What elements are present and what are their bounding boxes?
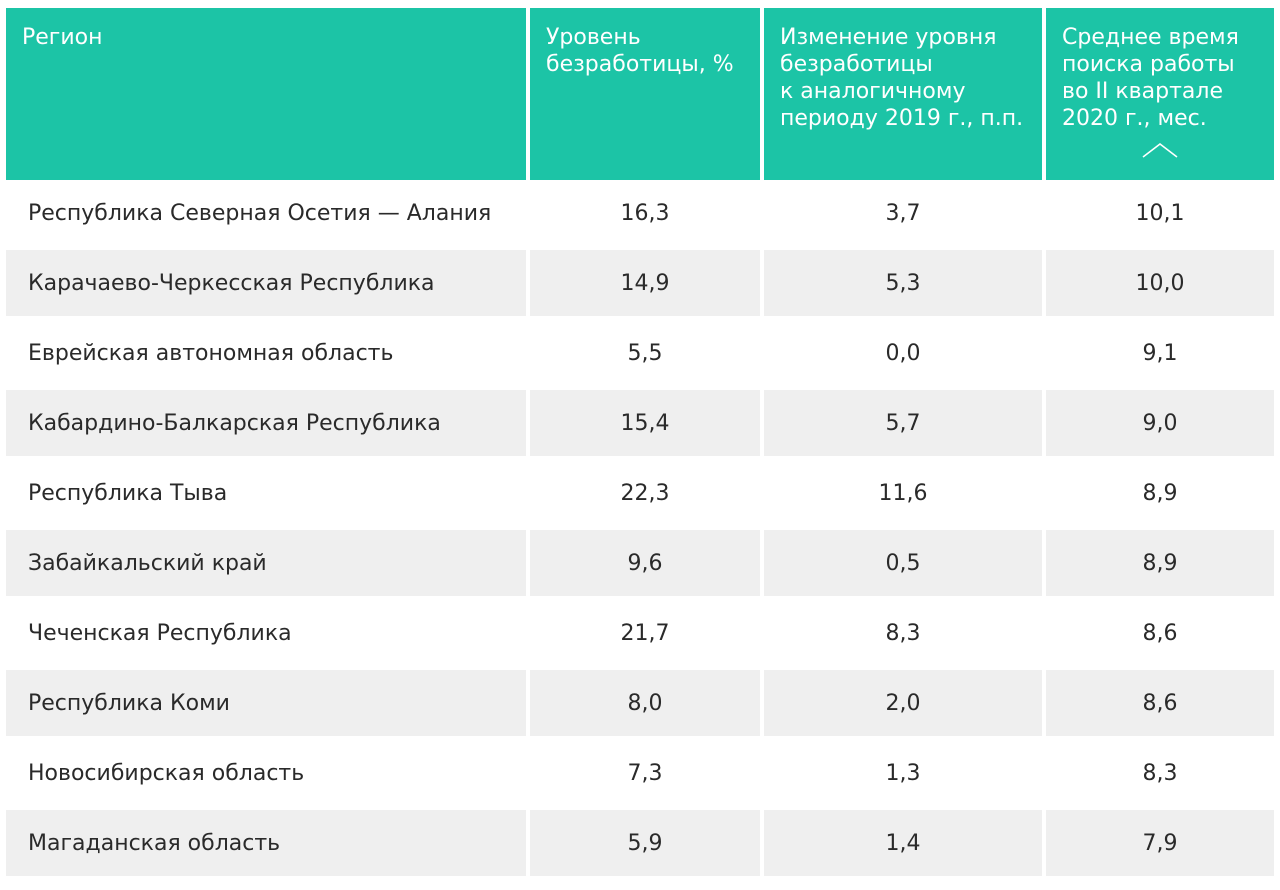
cell-unemployment-change: 11,6 — [764, 460, 1042, 526]
cell-region: Республика Северная Осетия — Алания — [6, 180, 526, 246]
header-line: Изменение уровня — [780, 25, 997, 50]
cell-region: Карачаево-Черкесская Республика — [6, 250, 526, 316]
table-row — [6, 740, 1274, 810]
table-header — [6, 8, 1274, 180]
header-line: 2020 г., мес. — [1062, 106, 1207, 131]
header-line: периоду 2019 г., п.п. — [780, 106, 1024, 131]
cell-job-search-time: 9,0 — [1046, 390, 1274, 456]
table-row — [6, 320, 1274, 390]
cell-unemployment-rate: 8,0 — [530, 670, 760, 736]
header-unemployment-change[interactable] — [764, 8, 1042, 180]
unemployment-table — [6, 8, 1274, 880]
header-line: безработицы, % — [546, 52, 734, 77]
cell-unemployment-change: 8,3 — [764, 600, 1042, 666]
table-row — [6, 670, 1274, 740]
cell-job-search-time: 7,9 — [1046, 810, 1274, 876]
table-row — [6, 460, 1274, 530]
table-row — [6, 600, 1274, 670]
cell-unemployment-rate: 15,4 — [530, 390, 760, 456]
header-line: к аналогичному — [780, 79, 966, 104]
cell-unemployment-change: 3,7 — [764, 180, 1042, 246]
cell-region: Республика Тыва — [6, 460, 526, 526]
header-unemployment-rate[interactable] — [530, 8, 760, 180]
header-line: Регион — [22, 25, 103, 50]
cell-job-search-time: 10,1 — [1046, 180, 1274, 246]
table-body — [6, 180, 1274, 880]
cell-job-search-time: 8,6 — [1046, 670, 1274, 736]
cell-unemployment-rate: 7,3 — [530, 740, 760, 806]
cell-unemployment-rate: 21,7 — [530, 600, 760, 666]
header-line: поиска работы — [1062, 52, 1235, 77]
header-line: во II квартале — [1062, 79, 1223, 104]
cell-unemployment-change: 5,7 — [764, 390, 1042, 456]
table-row — [6, 250, 1274, 320]
cell-unemployment-rate: 9,6 — [530, 530, 760, 596]
cell-unemployment-change: 0,5 — [764, 530, 1042, 596]
table-row — [6, 530, 1274, 600]
cell-region: Магаданская область — [6, 810, 526, 876]
cell-unemployment-change: 1,3 — [764, 740, 1042, 806]
chevron-up-icon[interactable] — [1140, 140, 1180, 160]
table-row — [6, 810, 1274, 880]
table-row — [6, 390, 1274, 460]
cell-unemployment-rate: 22,3 — [530, 460, 760, 526]
cell-job-search-time: 10,0 — [1046, 250, 1274, 316]
cell-region: Кабардино-Балкарская Республика — [6, 390, 526, 456]
header-line: Среднее время — [1062, 25, 1239, 50]
cell-region: Еврейская автономная область — [6, 320, 526, 386]
cell-region: Чеченская Республика — [6, 600, 526, 666]
cell-unemployment-rate: 5,9 — [530, 810, 760, 876]
cell-job-search-time: 9,1 — [1046, 320, 1274, 386]
cell-unemployment-change: 0,0 — [764, 320, 1042, 386]
cell-region: Забайкальский край — [6, 530, 526, 596]
cell-job-search-time: 8,9 — [1046, 530, 1274, 596]
cell-region: Республика Коми — [6, 670, 526, 736]
cell-job-search-time: 8,3 — [1046, 740, 1274, 806]
header-line: безработицы — [780, 52, 933, 77]
cell-unemployment-change: 2,0 — [764, 670, 1042, 736]
header-job-search-time[interactable] — [1046, 8, 1274, 180]
cell-job-search-time: 8,9 — [1046, 460, 1274, 526]
header-region[interactable] — [6, 8, 526, 180]
cell-unemployment-change: 1,4 — [764, 810, 1042, 876]
cell-unemployment-change: 5,3 — [764, 250, 1042, 316]
cell-unemployment-rate: 14,9 — [530, 250, 760, 316]
cell-unemployment-rate: 16,3 — [530, 180, 760, 246]
cell-unemployment-rate: 5,5 — [530, 320, 760, 386]
cell-region: Новосибирская область — [6, 740, 526, 806]
header-line: Уровень — [546, 25, 641, 50]
cell-job-search-time: 8,6 — [1046, 600, 1274, 666]
table-row — [6, 180, 1274, 250]
